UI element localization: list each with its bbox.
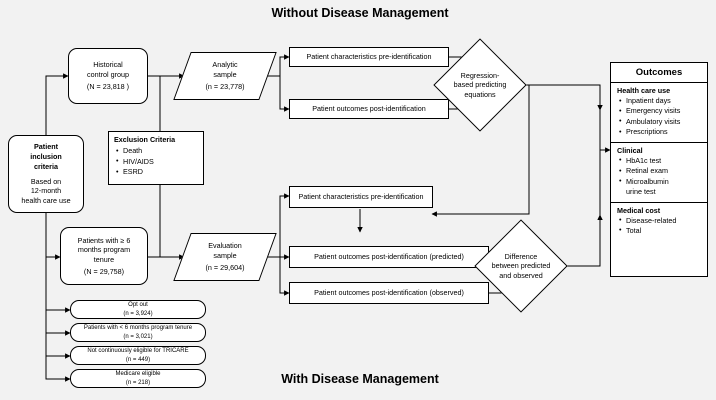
node-difference-predicted-observed bbox=[488, 233, 554, 299]
exclusion-medicare-line2: (n = 218) bbox=[125, 379, 151, 386]
difference-line1: Difference bbox=[504, 251, 538, 261]
program-tenure-line2: months program bbox=[77, 245, 131, 255]
node-program-tenure bbox=[60, 227, 148, 285]
regression-line2: based predicting bbox=[453, 80, 507, 90]
exclusion-opt-out-line1: Opt out bbox=[128, 302, 148, 309]
outcomes-item: • Inpatient days bbox=[626, 96, 703, 106]
node-exclusion-opt-out bbox=[70, 300, 206, 319]
title-with-disease-management: With Disease Management bbox=[281, 372, 439, 386]
outcomes-item-continued: urine test bbox=[626, 187, 656, 197]
node-exclusion-short-tenure bbox=[70, 323, 206, 342]
analytic-sample-line1: Analytic bbox=[212, 60, 238, 70]
outcomes-section-list bbox=[617, 216, 703, 237]
node-historical-control-group bbox=[68, 48, 148, 104]
node-patient-characteristics-pre-bottom bbox=[289, 186, 433, 208]
outcomes-item: • Total bbox=[626, 226, 703, 236]
node-analytic-sample bbox=[182, 52, 268, 100]
node-regression-equations bbox=[447, 52, 513, 118]
exclusion-tricare-line1: Not continuously eligible for TRICARE bbox=[87, 348, 189, 355]
historical-control-line3: (N = 23,818 ) bbox=[86, 82, 130, 92]
program-tenure-line3: tenure bbox=[93, 255, 115, 264]
outcomes-section-clinical bbox=[611, 142, 707, 202]
title-without-disease-management: Without Disease Management bbox=[271, 6, 449, 20]
panel-outcomes bbox=[610, 62, 708, 277]
node-patient-outcomes-post-top bbox=[289, 99, 449, 119]
node-exclusion-tricare bbox=[70, 346, 206, 365]
outcomes-item: • Emergency visits bbox=[626, 106, 703, 116]
outcomes-predicted-label: Patient outcomes post-identification (predicted) bbox=[314, 252, 464, 262]
exclusion-short-tenure-line2: (n = 3,021) bbox=[123, 333, 153, 340]
exclusion-item: • ESRD bbox=[123, 167, 199, 177]
evaluation-sample-line2: sample bbox=[213, 251, 237, 261]
exclusion-opt-out-line2: (n = 3,924) bbox=[123, 310, 153, 317]
outcomes-section-list bbox=[617, 156, 703, 198]
outcomes-section-heading: Medical cost bbox=[617, 205, 661, 215]
exclusion-short-tenure-line1: Patients with < 6 months program tenure bbox=[83, 325, 193, 332]
outcomes-title: Outcomes bbox=[635, 67, 683, 78]
program-tenure-line1: Patients with ≥ 6 bbox=[77, 235, 131, 245]
outcomes-section-health-care-use bbox=[611, 82, 707, 142]
outcomes-item: • Microalbumin bbox=[626, 177, 703, 187]
program-tenure-line4: (N = 29,758) bbox=[83, 266, 125, 276]
outcomes-item: • Prescriptions bbox=[626, 127, 703, 137]
regression-line1: Regression- bbox=[460, 70, 500, 80]
node-exclusion-criteria bbox=[108, 131, 204, 185]
patient-inclusion-line5: 12-month bbox=[30, 186, 62, 196]
node-patient-outcomes-predicted bbox=[289, 246, 489, 268]
node-patient-inclusion-criteria bbox=[8, 135, 84, 213]
analytic-sample-line2: sample bbox=[213, 70, 237, 80]
exclusion-medicare-line1: Medicare eligible bbox=[115, 371, 161, 378]
outcomes-section-medical-cost bbox=[611, 202, 707, 241]
difference-line3: and observed bbox=[499, 270, 543, 280]
node-evaluation-sample bbox=[182, 233, 268, 281]
outcomes-section-list bbox=[617, 96, 703, 138]
node-patient-outcomes-observed bbox=[289, 282, 489, 304]
outcomes-observed-label: Patient outcomes post-identification (observed) bbox=[314, 288, 464, 298]
patient-inclusion-line2: inclusion bbox=[30, 152, 62, 162]
exclusion-criteria-header: Exclusion Criteria bbox=[114, 135, 176, 144]
node-patient-characteristics-pre-top bbox=[289, 47, 449, 67]
outcomes-item: • Retinal exam bbox=[626, 166, 703, 176]
patient-inclusion-line1: Patient bbox=[34, 142, 58, 152]
regression-line3: equations bbox=[464, 89, 496, 99]
patient-inclusion-line6: health care use bbox=[21, 195, 71, 205]
outcomes-section-heading: Clinical bbox=[617, 145, 643, 155]
patient-inclusion-line4: Based on bbox=[30, 176, 62, 186]
outcomes-item: • HbA1c test bbox=[626, 156, 703, 166]
evaluation-sample-line3: (n = 29,604) bbox=[205, 262, 245, 272]
exclusion-tricare-line2: (n = 449) bbox=[125, 356, 151, 363]
analytic-sample-line3: (n = 23,778) bbox=[205, 81, 245, 91]
evaluation-sample-line1: Evaluation bbox=[208, 241, 242, 251]
exclusion-item: • Death bbox=[123, 146, 199, 156]
outcomes-post-top-label: Patient outcomes post-identification bbox=[312, 104, 426, 114]
patient-inclusion-line3: criteria bbox=[34, 161, 58, 171]
exclusion-item: • HIV/AIDS bbox=[123, 157, 199, 167]
exclusion-criteria-list bbox=[114, 146, 199, 177]
historical-control-line1: Historical bbox=[93, 59, 123, 69]
outcomes-section-heading: Health care use bbox=[617, 86, 671, 95]
char-pre-bottom-label: Patient characteristics pre-identification bbox=[298, 192, 424, 202]
char-pre-top-label: Patient characteristics pre-identification bbox=[306, 52, 432, 62]
historical-control-line2: control group bbox=[87, 69, 129, 79]
difference-line2: between predicted bbox=[491, 261, 551, 271]
outcomes-item: • Disease-related bbox=[626, 216, 703, 226]
outcomes-item: • Ambulatory visits bbox=[626, 117, 703, 127]
node-exclusion-medicare bbox=[70, 369, 206, 388]
